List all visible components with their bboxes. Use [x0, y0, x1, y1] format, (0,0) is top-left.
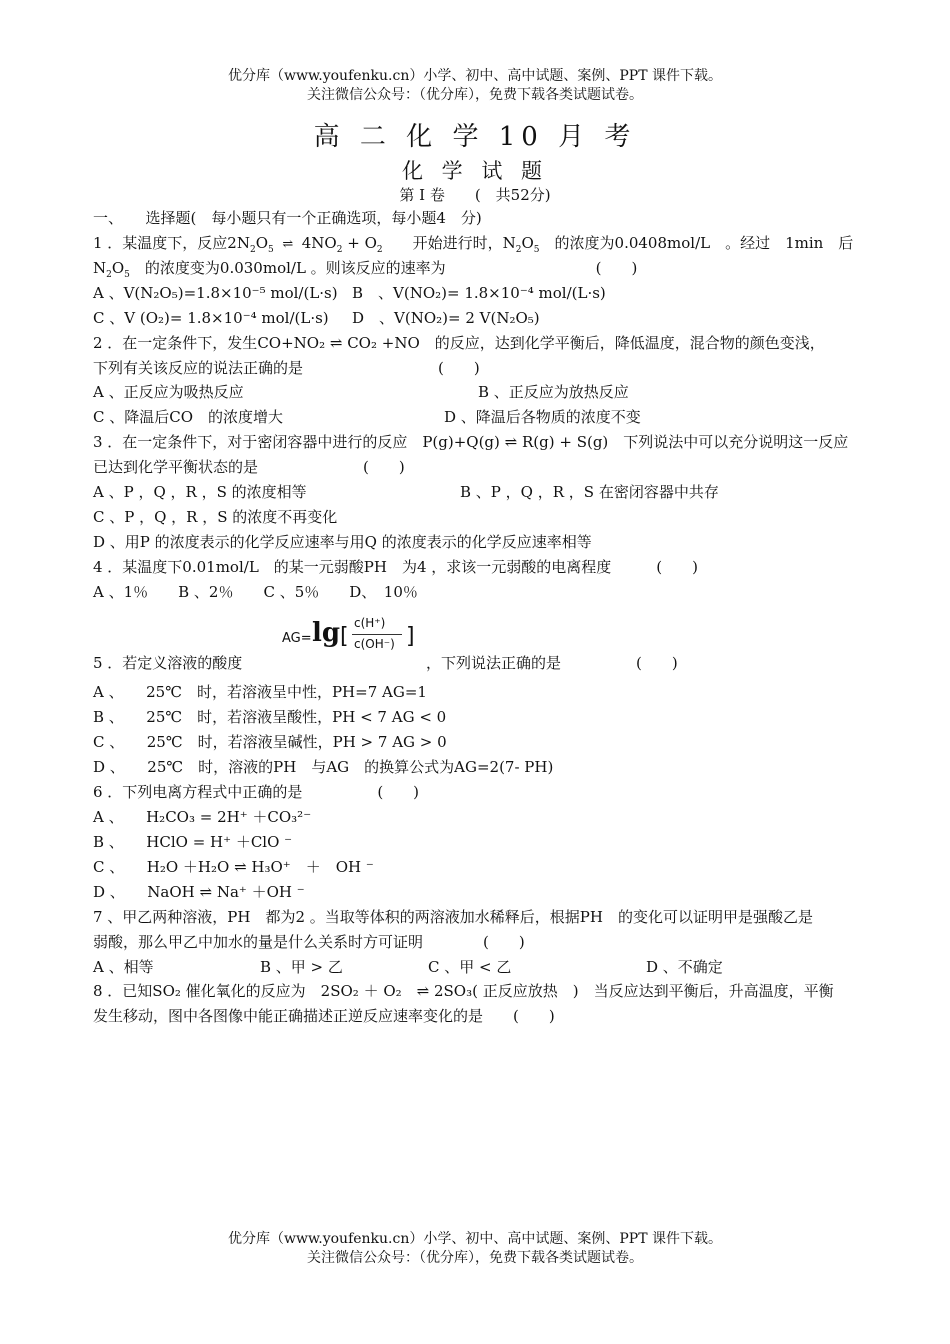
- q7-option-d: D 、不确定: [646, 958, 723, 976]
- q6-option-a: A 、 H₂CO₃ = 2H⁺ ＋CO₃²⁻: [93, 808, 312, 826]
- formula-label: AG=: [282, 631, 312, 646]
- q2-option-a: A 、正反应为吸热反应: [93, 383, 244, 401]
- q6-option-b: B 、 HClO = H⁺ ＋ClO ⁻: [93, 833, 293, 851]
- q1-line-1: 1 ．某温度下，反应$2N_2O_5$ ⇌ $4NO_2 + O_2$ 开始进行时，$N_2O_5$ 的浓度为0.0408mol/L 。经过 1min 后: [93, 234, 854, 255]
- q1-text-a: 1 ．某温度下，反应2N: [93, 234, 250, 252]
- q1-text-d: + O: [342, 234, 377, 252]
- volume-label: 第 I 卷 ( 共52分): [399, 186, 551, 204]
- q1-text-c: 4NO: [301, 234, 337, 252]
- equilibrium-arrow-icon: ⇌: [282, 237, 294, 252]
- q5-line-1a: 5 ．若定义溶液的酸度: [93, 654, 243, 672]
- exam-title: 高 二 化 学 10 月 考: [313, 122, 637, 152]
- q1-text-f: O: [521, 234, 534, 252]
- q5-line-1b: ，下列说法正确的是 ( ): [426, 654, 678, 672]
- q1-text-g: 的浓度为0.0408mol/L 。经过 1min 后: [539, 234, 854, 252]
- header-line-1: 优分库（www.youfenku.cn）小学、初中、高中试题、案例、PPT 课件下载。: [227, 68, 722, 84]
- q7-option-a: A 、相等: [93, 958, 154, 976]
- q3-line-1: 3 ．在一定条件下，对于密闭容器中进行的反应 P(g)+Q(g) ⇌ R(g) + S(g) 下列说法中可以充分说明这一反应: [93, 433, 849, 451]
- q2-option-c: C 、降温后CO 的浓度增大: [93, 408, 284, 426]
- header-line-2: 关注微信公众号：（优分库），免费下载各类试题试卷。: [307, 87, 643, 103]
- q1-text-j: 的浓度变为0.030mol/L 。则该反应的速率为 ( ): [129, 259, 638, 277]
- q1-option-d: D 、V(NO₂)= 2 V(N₂O₅): [352, 309, 540, 327]
- q5-option-a: A 、 25℃ 时，若溶液呈中性，PH=7 AG=1: [93, 683, 427, 701]
- formula-open-bracket: [: [340, 624, 349, 649]
- q6-option-d: D 、 NaOH ⇌ Na⁺ ＋OH ⁻: [93, 883, 305, 901]
- q3-option-d: D 、用P 的浓度表示的化学反应速率与用Q 的浓度表示的化学反应速率相等: [93, 533, 592, 551]
- q1-option-a: A 、V(N₂O₅)=1.8×10⁻⁵ mol/(L·s): [93, 284, 338, 302]
- formula-close-bracket: ]: [406, 624, 415, 649]
- formula-denominator: c(OH⁻): [354, 637, 395, 651]
- q1-option-c: C 、V (O₂)= 1.8×10⁻⁴ mol/(L·s): [93, 309, 329, 327]
- q1-text-i: O: [111, 259, 125, 277]
- exam-subtitle: 化 学 试 题: [401, 159, 549, 183]
- q5-option-b: B 、 25℃ 时，若溶液呈酸性，PH < 7 AG < 0: [93, 708, 447, 726]
- q3-option-a: A 、P ，Q ，R ，S 的浓度相等: [93, 483, 307, 501]
- formula-lg: lg: [312, 618, 341, 648]
- formula-fraction-bar: [352, 634, 402, 635]
- q3-line-2: 已达到化学平衡状态的是 ( ): [93, 458, 405, 476]
- q1-text-b: O: [255, 234, 269, 252]
- q7-option-b: B 、甲 > 乙: [260, 958, 343, 976]
- q6-option-c: C 、 H₂O ＋H₂O ⇌ H₃O⁺ ＋ OH ⁻: [93, 858, 374, 876]
- q1-option-b: B 、V(NO₂)= 1.8×10⁻⁴ mol/(L·s): [352, 284, 606, 302]
- q5-option-c: C 、 25℃ 时，若溶液呈碱性，PH > 7 AG > 0: [93, 733, 447, 751]
- q2-line-1: 2 ．在一定条件下，发生CO+NO₂ ⇌ CO₂ +NO 的反应，达到化学平衡后，降低温度，混合物的颜色变浅，: [93, 334, 825, 352]
- section-heading: 一、 选择题( 每小题只有一个正确选项，每小题4 分): [93, 209, 482, 227]
- q4-line-1: 4 ．某温度下0.01mol/L 的某一元弱酸PH 为4 ，求该一元弱酸的电离程度 ( ): [93, 558, 698, 576]
- q8-line-2: 发生移动，图中各图像中能正确描述正逆反应速率变化的是 ( ): [93, 1007, 555, 1025]
- q2-option-b: B 、正反应为放热反应: [478, 383, 629, 401]
- footer-line-1: 优分库（www.youfenku.cn）小学、初中、高中试题、案例、PPT 课件下载。: [227, 1231, 722, 1247]
- q2-line-2: 下列有关该反应的说法正确的是 ( ): [93, 359, 480, 377]
- q5-option-d: D 、 25℃ 时，溶液的PH 与AG 的换算公式为AG=2(7- PH): [93, 758, 554, 776]
- q1-line-2: $N_2O_5$ 的浓度变为0.030mol/L 。则该反应的速率为 ( ): [93, 259, 638, 280]
- q2-option-d: D 、降温后各物质的浓度不变: [444, 408, 641, 426]
- q1-text-h: N: [93, 259, 107, 277]
- q7-line-2: 弱酸，那么甲乙中加水的量是什么关系时方可证明 ( ): [93, 933, 525, 951]
- q1-text-e: 开始进行时，N: [382, 234, 516, 252]
- q7-option-c: C 、甲 < 乙: [428, 958, 512, 976]
- q6-line-1: 6 ．下列电离方程式中正确的是 ( ): [93, 783, 420, 801]
- q3-option-b: B 、P ，Q ，R ，S 在密闭容器中共存: [460, 483, 719, 501]
- q3-option-c: C 、P ，Q ，R ，S 的浓度不再变化: [93, 508, 338, 526]
- q4-options: A 、1％ B 、2％ C 、5％ D、 10％: [93, 583, 418, 601]
- footer-line-2: 关注微信公众号：（优分库），免费下载各类试题试卷。: [307, 1250, 643, 1266]
- formula-numerator: c(H⁺): [354, 616, 386, 630]
- q7-line-1: 7 、甲乙两种溶液，PH 都为2 。当取等体积的两溶液加水稀释后，根据PH 的变化可以证明甲是强酸乙是: [93, 908, 813, 926]
- q8-line-1: 8 ．已知SO₂ 催化氧化的反应为 2SO₂ ＋ O₂ ⇌ 2SO₃( 正反应放热 ) 当反应达到平衡后，升高温度，平衡: [93, 982, 834, 1000]
